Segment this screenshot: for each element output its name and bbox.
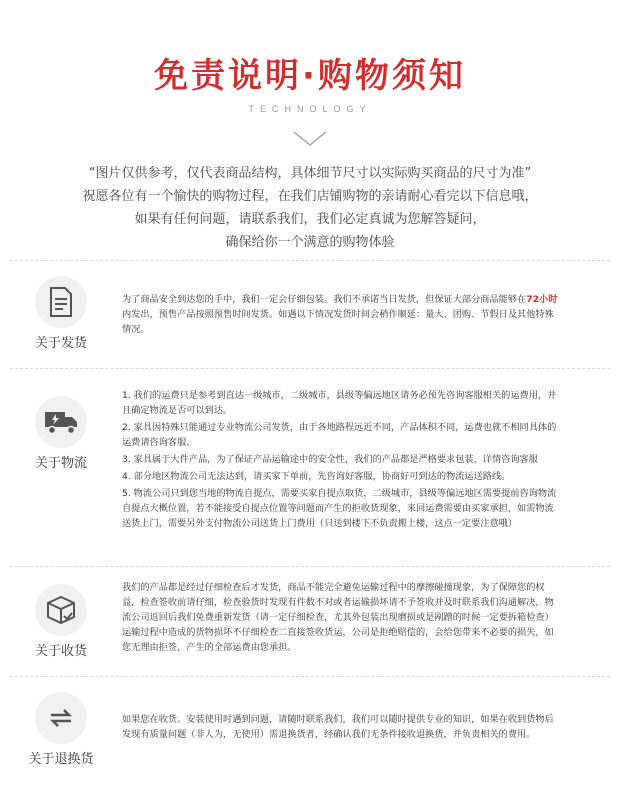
logistics-text <box>122 388 562 531</box>
shipping-icon-block <box>18 276 104 351</box>
logistics-icon-block <box>18 396 104 471</box>
receiving-text: 我们的产品都是经过仔细检查后才发货，商品不能完全避免运输过程中的摩擦碰撞现象，为了保障您的权益，检查签收前请仔细，检查验货时发现有件数不对或者运输损坏请不予签收并及时联系我们沟通解决，物流公司返回后我们免费重新发货（请一定仔细检查，尤其外包装出现磨损或是剐蹭的时候一定要拆箱检查）运输过程中造成的货物损坏不仔细检查二直接签收货运，公司是拒绝赔偿的，会给您带来不必要的损失，如您无理由拒签，产生的全部运费由您承担。 <box>122 582 554 653</box>
document-icon <box>35 276 87 328</box>
returns-icon-block <box>18 692 104 767</box>
truck-icon <box>35 396 87 448</box>
chevron-down-icon <box>292 130 328 148</box>
logistics-item: 4. 部分地区物流公司无法达到，请买家下单前，先咨询好客服，协商好可到达的物流运送路线。 <box>122 471 511 482</box>
divider <box>10 676 610 677</box>
intro-text <box>0 162 620 254</box>
intro-line: “图片仅供参考，仅代表商品结构，具体细节尺寸以实际购买商品的尺寸为准” <box>88 166 532 181</box>
page-subtitle: TECHNOLOGY <box>248 104 372 114</box>
intro-line: 如果有任何问题，请联系我们，我们必定真诚为您解答疑问， <box>134 212 486 227</box>
logistics-item: 3. 家具属于大件产品，为了保证产品运输途中的安全性，我们的产品都是严格要求包装，详情咨询客服 <box>122 454 538 465</box>
box-check-icon <box>35 584 87 636</box>
divider <box>10 368 610 369</box>
section-label: 关于物流 <box>34 456 87 471</box>
shipping-highlight: 72小时 <box>526 294 558 305</box>
section-label: 关于收货 <box>34 644 87 659</box>
intro-line: 确保给你一个满意的购物体验 <box>225 235 395 250</box>
shipping-text <box>122 292 562 337</box>
intro-line: 祝愿各位有一个愉快的购物过程，在我们店铺购物的亲请耐心看完以下信息哦， <box>82 189 538 204</box>
returns-text: 如果您在收货、安装使用时遇到问题，请随时联系我们，我们可以随时提供专业的知识，如果在收到货物后发现有质量问题（非人为，无使用）需退换货者，经确认我们无条件接收退换货，并负责相关的费用。 <box>122 714 554 740</box>
shipping-text-part: 为了商品安全到达您的手中，我们一定会仔细包装。我们不承诺当日发货，但保证大部分商品能够在 <box>122 294 527 305</box>
logistics-item: 2. 家具因特殊只能通过专业物流公司发货，由于各地路程远近不同，产品体积不同，运费也就不相同具体的运费请咨询客服。 <box>122 422 557 448</box>
exchange-icon <box>35 692 87 744</box>
logistics-item: 1. 我们的运费只是参考到直达一级城市，二级城市，县级等偏远地区请务必预先咨询客服相关的运费用，并且确定物流是否可以到达。 <box>122 390 557 416</box>
divider <box>10 566 610 567</box>
shipping-text-part: 内发出，预售产品按照预售时间发货。如遇以下情况发货时间会稍作顺延：量大、团购、节假日及其他特殊情况。 <box>122 309 554 335</box>
section-label: 关于退换货 <box>28 752 94 767</box>
logistics-item: 5. 物流公司只到您当地的物流自提点，需要买家自提点取货，二级城市，县级等偏远地区需要提前咨询物流自提点大概位置，若不能接受自提点位置等问题而产生的拒收货现象，来回运费需要由买家承担，如需物流送货上门，需要另外支付物流公司送货上门费用（只送到楼下不负责搬上楼，这点一定要注意哦） <box>122 488 557 529</box>
page-title: 免责说明·购物须知 <box>154 56 466 96</box>
receiving-icon-block <box>18 584 104 659</box>
divider <box>10 260 610 261</box>
section-label: 关于发货 <box>34 336 87 351</box>
